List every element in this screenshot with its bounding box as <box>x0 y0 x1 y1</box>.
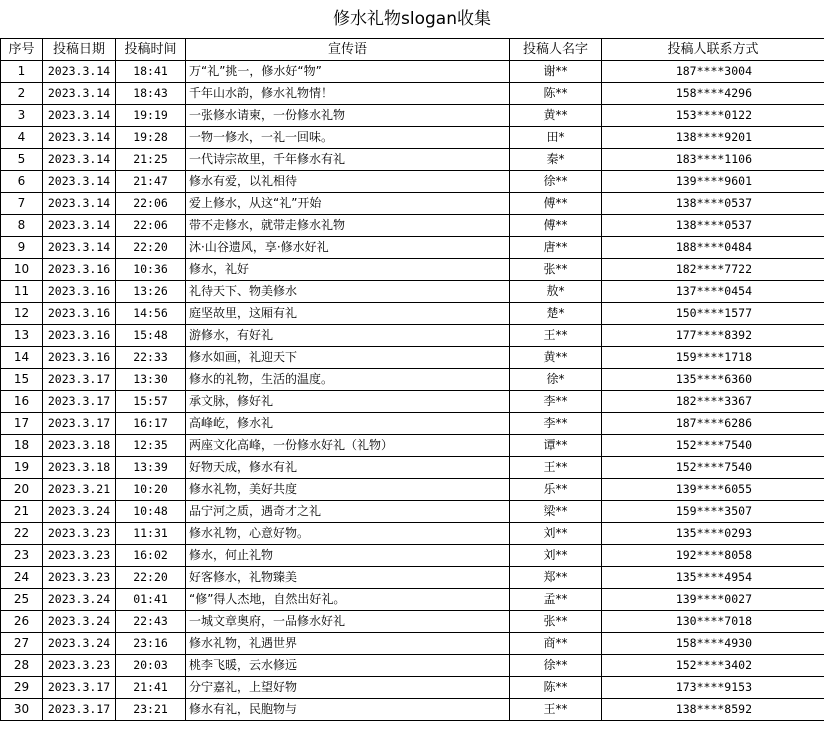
table-row <box>1 105 824 127</box>
cell-date[interactable]: 2023.3.16 <box>43 281 116 303</box>
cell-index[interactable]: 19 <box>1 457 43 479</box>
cell-time[interactable]: 21:25 <box>116 149 186 171</box>
cell-time[interactable]: 18:43 <box>116 83 186 105</box>
cell-time[interactable]: 21:41 <box>116 677 186 699</box>
cell-name[interactable]: 谭** <box>510 435 602 457</box>
cell-time[interactable]: 14:56 <box>116 303 186 325</box>
cell-name[interactable]: 黄** <box>510 105 602 127</box>
cell-date[interactable]: 2023.3.17 <box>43 369 116 391</box>
cell-name[interactable]: 李** <box>510 413 602 435</box>
cell-name[interactable]: 黄** <box>510 347 602 369</box>
cell-contact[interactable]: 183****1106 <box>602 149 824 171</box>
table-row <box>1 611 824 633</box>
cell-contact[interactable]: 138****8592 <box>602 699 824 721</box>
table-row <box>1 149 824 171</box>
cell-time[interactable]: 10:20 <box>116 479 186 501</box>
cell-name[interactable]: 徐** <box>510 655 602 677</box>
cell-contact[interactable]: 137****0454 <box>602 281 824 303</box>
cell-date[interactable]: 2023.3.17 <box>43 391 116 413</box>
table-row <box>1 259 824 281</box>
cell-time[interactable]: 22:20 <box>116 237 186 259</box>
column-header-index[interactable]: 序号 <box>1 39 43 61</box>
cell-contact[interactable]: 135****0293 <box>602 523 824 545</box>
cell-time[interactable]: 16:17 <box>116 413 186 435</box>
cell-slogan[interactable]: 桃李飞暖，云水修远 <box>186 655 510 677</box>
cell-index[interactable]: 27 <box>1 633 43 655</box>
cell-slogan[interactable]: 修水，何止礼物 <box>186 545 510 567</box>
cell-slogan[interactable]: 一张修水请柬，一份修水礼物 <box>186 105 510 127</box>
cell-name[interactable]: 刘** <box>510 545 602 567</box>
cell-index[interactable]: 22 <box>1 523 43 545</box>
cell-time[interactable]: 18:41 <box>116 61 186 83</box>
cell-name[interactable]: 张** <box>510 611 602 633</box>
table-row <box>1 633 824 655</box>
cell-index[interactable]: 6 <box>1 171 43 193</box>
cell-index[interactable]: 25 <box>1 589 43 611</box>
cell-name[interactable]: 楚* <box>510 303 602 325</box>
cell-slogan[interactable]: 修水礼物，礼遇世界 <box>186 633 510 655</box>
cell-slogan[interactable]: 万“礼”挑一，修水好“物” <box>186 61 510 83</box>
cell-slogan[interactable]: 两座文化高峰，一份修水好礼（礼物） <box>186 435 510 457</box>
table-row <box>1 281 824 303</box>
cell-date[interactable]: 2023.3.17 <box>43 677 116 699</box>
cell-contact[interactable]: 187****6286 <box>602 413 824 435</box>
cell-slogan[interactable]: 带不走修水，就带走修水礼物 <box>186 215 510 237</box>
cell-slogan[interactable]: 沐·山谷遗风，享·修水好礼 <box>186 237 510 259</box>
cell-time[interactable]: 13:39 <box>116 457 186 479</box>
cell-date[interactable]: 2023.3.18 <box>43 435 116 457</box>
cell-contact[interactable]: 159****1718 <box>602 347 824 369</box>
cell-index[interactable]: 3 <box>1 105 43 127</box>
cell-slogan[interactable]: “修”得人杰地，自然出好礼。 <box>186 589 510 611</box>
cell-date[interactable]: 2023.3.17 <box>43 413 116 435</box>
cell-time[interactable]: 10:48 <box>116 501 186 523</box>
cell-time[interactable]: 22:06 <box>116 215 186 237</box>
cell-name[interactable]: 唐** <box>510 237 602 259</box>
cell-index[interactable]: 10 <box>1 259 43 281</box>
cell-index[interactable]: 26 <box>1 611 43 633</box>
cell-slogan[interactable]: 一代诗宗故里，千年修水有礼 <box>186 149 510 171</box>
column-header-date[interactable]: 投稿日期 <box>43 39 116 61</box>
table-row <box>1 369 824 391</box>
cell-name[interactable]: 傅** <box>510 193 602 215</box>
table-row <box>1 567 824 589</box>
cell-index[interactable]: 16 <box>1 391 43 413</box>
column-header-contact[interactable]: 投稿人联系方式 <box>602 39 824 61</box>
cell-time[interactable]: 19:28 <box>116 127 186 149</box>
cell-index[interactable]: 24 <box>1 567 43 589</box>
cell-name[interactable]: 田* <box>510 127 602 149</box>
cell-date[interactable]: 2023.3.23 <box>43 655 116 677</box>
cell-slogan[interactable]: 修水有礼，民胞物与 <box>186 699 510 721</box>
cell-index[interactable]: 12 <box>1 303 43 325</box>
cell-date[interactable]: 2023.3.16 <box>43 347 116 369</box>
cell-time[interactable]: 21:47 <box>116 171 186 193</box>
cell-contact[interactable]: 152****7540 <box>602 435 824 457</box>
column-header-slogan[interactable]: 宣传语 <box>186 39 510 61</box>
sheet-title: 修水礼物slogan收集 <box>333 9 491 29</box>
table-row <box>1 325 824 347</box>
cell-time[interactable]: 22:33 <box>116 347 186 369</box>
cell-slogan[interactable]: 修水礼物，心意好物。 <box>186 523 510 545</box>
cell-name[interactable]: 敖* <box>510 281 602 303</box>
cell-name[interactable]: 李** <box>510 391 602 413</box>
cell-slogan[interactable]: 爱上修水，从这“礼”开始 <box>186 193 510 215</box>
cell-name[interactable]: 徐* <box>510 369 602 391</box>
cell-slogan[interactable]: 承文脉，修好礼 <box>186 391 510 413</box>
cell-date[interactable]: 2023.3.21 <box>43 479 116 501</box>
cell-contact[interactable]: 173****9153 <box>602 677 824 699</box>
cell-name[interactable]: 傅** <box>510 215 602 237</box>
table-row <box>1 303 824 325</box>
cell-time[interactable]: 19:19 <box>116 105 186 127</box>
cell-contact[interactable]: 138****0537 <box>602 193 824 215</box>
cell-date[interactable]: 2023.3.14 <box>43 127 116 149</box>
table-row <box>1 435 824 457</box>
cell-index[interactable]: 17 <box>1 413 43 435</box>
cell-date[interactable]: 2023.3.17 <box>43 699 116 721</box>
cell-time[interactable]: 23:21 <box>116 699 186 721</box>
table-row <box>1 479 824 501</box>
header-row <box>1 39 824 61</box>
cell-name[interactable]: 王** <box>510 325 602 347</box>
cell-index[interactable]: 15 <box>1 369 43 391</box>
cell-time[interactable]: 15:57 <box>116 391 186 413</box>
cell-contact[interactable]: 158****4930 <box>602 633 824 655</box>
cell-index[interactable]: 13 <box>1 325 43 347</box>
table-row <box>1 545 824 567</box>
cell-contact[interactable]: 139****0027 <box>602 589 824 611</box>
cell-contact[interactable]: 152****7540 <box>602 457 824 479</box>
cell-time[interactable]: 23:16 <box>116 633 186 655</box>
cell-date[interactable]: 2023.3.14 <box>43 215 116 237</box>
slogan-table <box>0 38 824 721</box>
cell-name[interactable]: 郑** <box>510 567 602 589</box>
cell-date[interactable]: 2023.3.16 <box>43 303 116 325</box>
cell-contact[interactable]: 138****9201 <box>602 127 824 149</box>
cell-index[interactable]: 8 <box>1 215 43 237</box>
cell-slogan[interactable]: 一城文章奥府，一品修水好礼 <box>186 611 510 633</box>
cell-contact[interactable]: 187****3004 <box>602 61 824 83</box>
table-row <box>1 589 824 611</box>
cell-date[interactable]: 2023.3.14 <box>43 237 116 259</box>
table-row <box>1 61 824 83</box>
cell-contact[interactable]: 158****4296 <box>602 83 824 105</box>
cell-slogan[interactable]: 好客修水，礼物臻美 <box>186 567 510 589</box>
cell-contact[interactable]: 177****8392 <box>602 325 824 347</box>
cell-name[interactable]: 陈** <box>510 677 602 699</box>
cell-contact[interactable]: 150****1577 <box>602 303 824 325</box>
cell-index[interactable]: 11 <box>1 281 43 303</box>
cell-contact[interactable]: 135****4954 <box>602 567 824 589</box>
table-row <box>1 655 824 677</box>
cell-slogan[interactable]: 礼待天下、物美修水 <box>186 281 510 303</box>
cell-time[interactable]: 22:20 <box>116 567 186 589</box>
cell-index[interactable]: 30 <box>1 699 43 721</box>
cell-contact[interactable]: 182****3367 <box>602 391 824 413</box>
cell-date[interactable]: 2023.3.23 <box>43 545 116 567</box>
cell-name[interactable]: 刘** <box>510 523 602 545</box>
cell-time[interactable]: 11:31 <box>116 523 186 545</box>
cell-date[interactable]: 2023.3.24 <box>43 589 116 611</box>
cell-contact[interactable]: 182****7722 <box>602 259 824 281</box>
table-row <box>1 347 824 369</box>
cell-date[interactable]: 2023.3.23 <box>43 523 116 545</box>
cell-time[interactable]: 13:30 <box>116 369 186 391</box>
cell-slogan[interactable]: 游修水，有好礼 <box>186 325 510 347</box>
cell-index[interactable]: 28 <box>1 655 43 677</box>
cell-date[interactable]: 2023.3.14 <box>43 149 116 171</box>
cell-contact[interactable]: 152****3402 <box>602 655 824 677</box>
cell-index[interactable]: 9 <box>1 237 43 259</box>
cell-name[interactable]: 王** <box>510 699 602 721</box>
cell-date[interactable]: 2023.3.14 <box>43 193 116 215</box>
table-row <box>1 699 824 721</box>
cell-time[interactable]: 01:41 <box>116 589 186 611</box>
cell-slogan[interactable]: 修水如画，礼迎天下 <box>186 347 510 369</box>
cell-name[interactable]: 孟** <box>510 589 602 611</box>
cell-slogan[interactable]: 修水的礼物，生活的温度。 <box>186 369 510 391</box>
cell-date[interactable]: 2023.3.24 <box>43 633 116 655</box>
cell-contact[interactable]: 188****0484 <box>602 237 824 259</box>
cell-slogan[interactable]: 品宁河之质，遇奇才之礼 <box>186 501 510 523</box>
cell-index[interactable]: 20 <box>1 479 43 501</box>
cell-date[interactable]: 2023.3.24 <box>43 501 116 523</box>
cell-date[interactable]: 2023.3.14 <box>43 105 116 127</box>
cell-name[interactable]: 商** <box>510 633 602 655</box>
table-row <box>1 83 824 105</box>
cell-name[interactable]: 谢** <box>510 61 602 83</box>
cell-slogan[interactable]: 修水有爱，以礼相待 <box>186 171 510 193</box>
cell-date[interactable]: 2023.3.18 <box>43 457 116 479</box>
cell-index[interactable]: 4 <box>1 127 43 149</box>
cell-slogan[interactable]: 分宁嘉礼，上望好物 <box>186 677 510 699</box>
table-row <box>1 171 824 193</box>
cell-index[interactable]: 23 <box>1 545 43 567</box>
cell-time[interactable]: 20:03 <box>116 655 186 677</box>
cell-time[interactable]: 22:06 <box>116 193 186 215</box>
cell-slogan[interactable]: 修水，礼好 <box>186 259 510 281</box>
cell-index[interactable]: 5 <box>1 149 43 171</box>
table-row <box>1 413 824 435</box>
cell-date[interactable]: 2023.3.14 <box>43 61 116 83</box>
cell-time[interactable]: 10:36 <box>116 259 186 281</box>
cell-slogan[interactable]: 一物一修水，一礼一回味。 <box>186 127 510 149</box>
cell-contact[interactable]: 159****3507 <box>602 501 824 523</box>
column-header-time[interactable]: 投稿时间 <box>116 39 186 61</box>
cell-index[interactable]: 18 <box>1 435 43 457</box>
cell-date[interactable]: 2023.3.24 <box>43 611 116 633</box>
cell-contact[interactable]: 139****9601 <box>602 171 824 193</box>
table-row <box>1 457 824 479</box>
table-row <box>1 523 824 545</box>
cell-index[interactable]: 7 <box>1 193 43 215</box>
cell-name[interactable]: 王** <box>510 457 602 479</box>
table-row <box>1 193 824 215</box>
cell-contact[interactable]: 139****6055 <box>602 479 824 501</box>
cell-slogan[interactable]: 修水礼物，美好共度 <box>186 479 510 501</box>
cell-date[interactable]: 2023.3.23 <box>43 567 116 589</box>
cell-contact[interactable]: 192****8058 <box>602 545 824 567</box>
cell-contact[interactable]: 130****7018 <box>602 611 824 633</box>
cell-time[interactable]: 13:26 <box>116 281 186 303</box>
table-row <box>1 127 824 149</box>
cell-name[interactable]: 张** <box>510 259 602 281</box>
cell-index[interactable]: 29 <box>1 677 43 699</box>
cell-slogan[interactable]: 好物天成，修水有礼 <box>186 457 510 479</box>
cell-index[interactable]: 14 <box>1 347 43 369</box>
cell-index[interactable]: 1 <box>1 61 43 83</box>
cell-time[interactable]: 15:48 <box>116 325 186 347</box>
cell-time[interactable]: 16:02 <box>116 545 186 567</box>
cell-contact[interactable]: 138****0537 <box>602 215 824 237</box>
cell-name[interactable]: 陈** <box>510 83 602 105</box>
cell-contact[interactable]: 135****6360 <box>602 369 824 391</box>
cell-index[interactable]: 21 <box>1 501 43 523</box>
column-header-name[interactable]: 投稿人名字 <box>510 39 602 61</box>
cell-slogan[interactable]: 千年山水韵，修水礼物情！ <box>186 83 510 105</box>
cell-date[interactable]: 2023.3.16 <box>43 259 116 281</box>
cell-date[interactable]: 2023.3.14 <box>43 83 116 105</box>
cell-date[interactable]: 2023.3.14 <box>43 171 116 193</box>
cell-name[interactable]: 徐** <box>510 171 602 193</box>
cell-time[interactable]: 22:43 <box>116 611 186 633</box>
table-row <box>1 391 824 413</box>
cell-index[interactable]: 2 <box>1 83 43 105</box>
table-row <box>1 237 824 259</box>
cell-time[interactable]: 12:35 <box>116 435 186 457</box>
cell-name[interactable]: 梁** <box>510 501 602 523</box>
cell-date[interactable]: 2023.3.16 <box>43 325 116 347</box>
table-row <box>1 501 824 523</box>
cell-name[interactable]: 秦* <box>510 149 602 171</box>
cell-slogan[interactable]: 高峰屹，修水礼 <box>186 413 510 435</box>
cell-name[interactable]: 乐** <box>510 479 602 501</box>
table-row <box>1 677 824 699</box>
table-row <box>1 215 824 237</box>
cell-contact[interactable]: 153****0122 <box>602 105 824 127</box>
cell-slogan[interactable]: 庭坚故里，这厢有礼 <box>186 303 510 325</box>
